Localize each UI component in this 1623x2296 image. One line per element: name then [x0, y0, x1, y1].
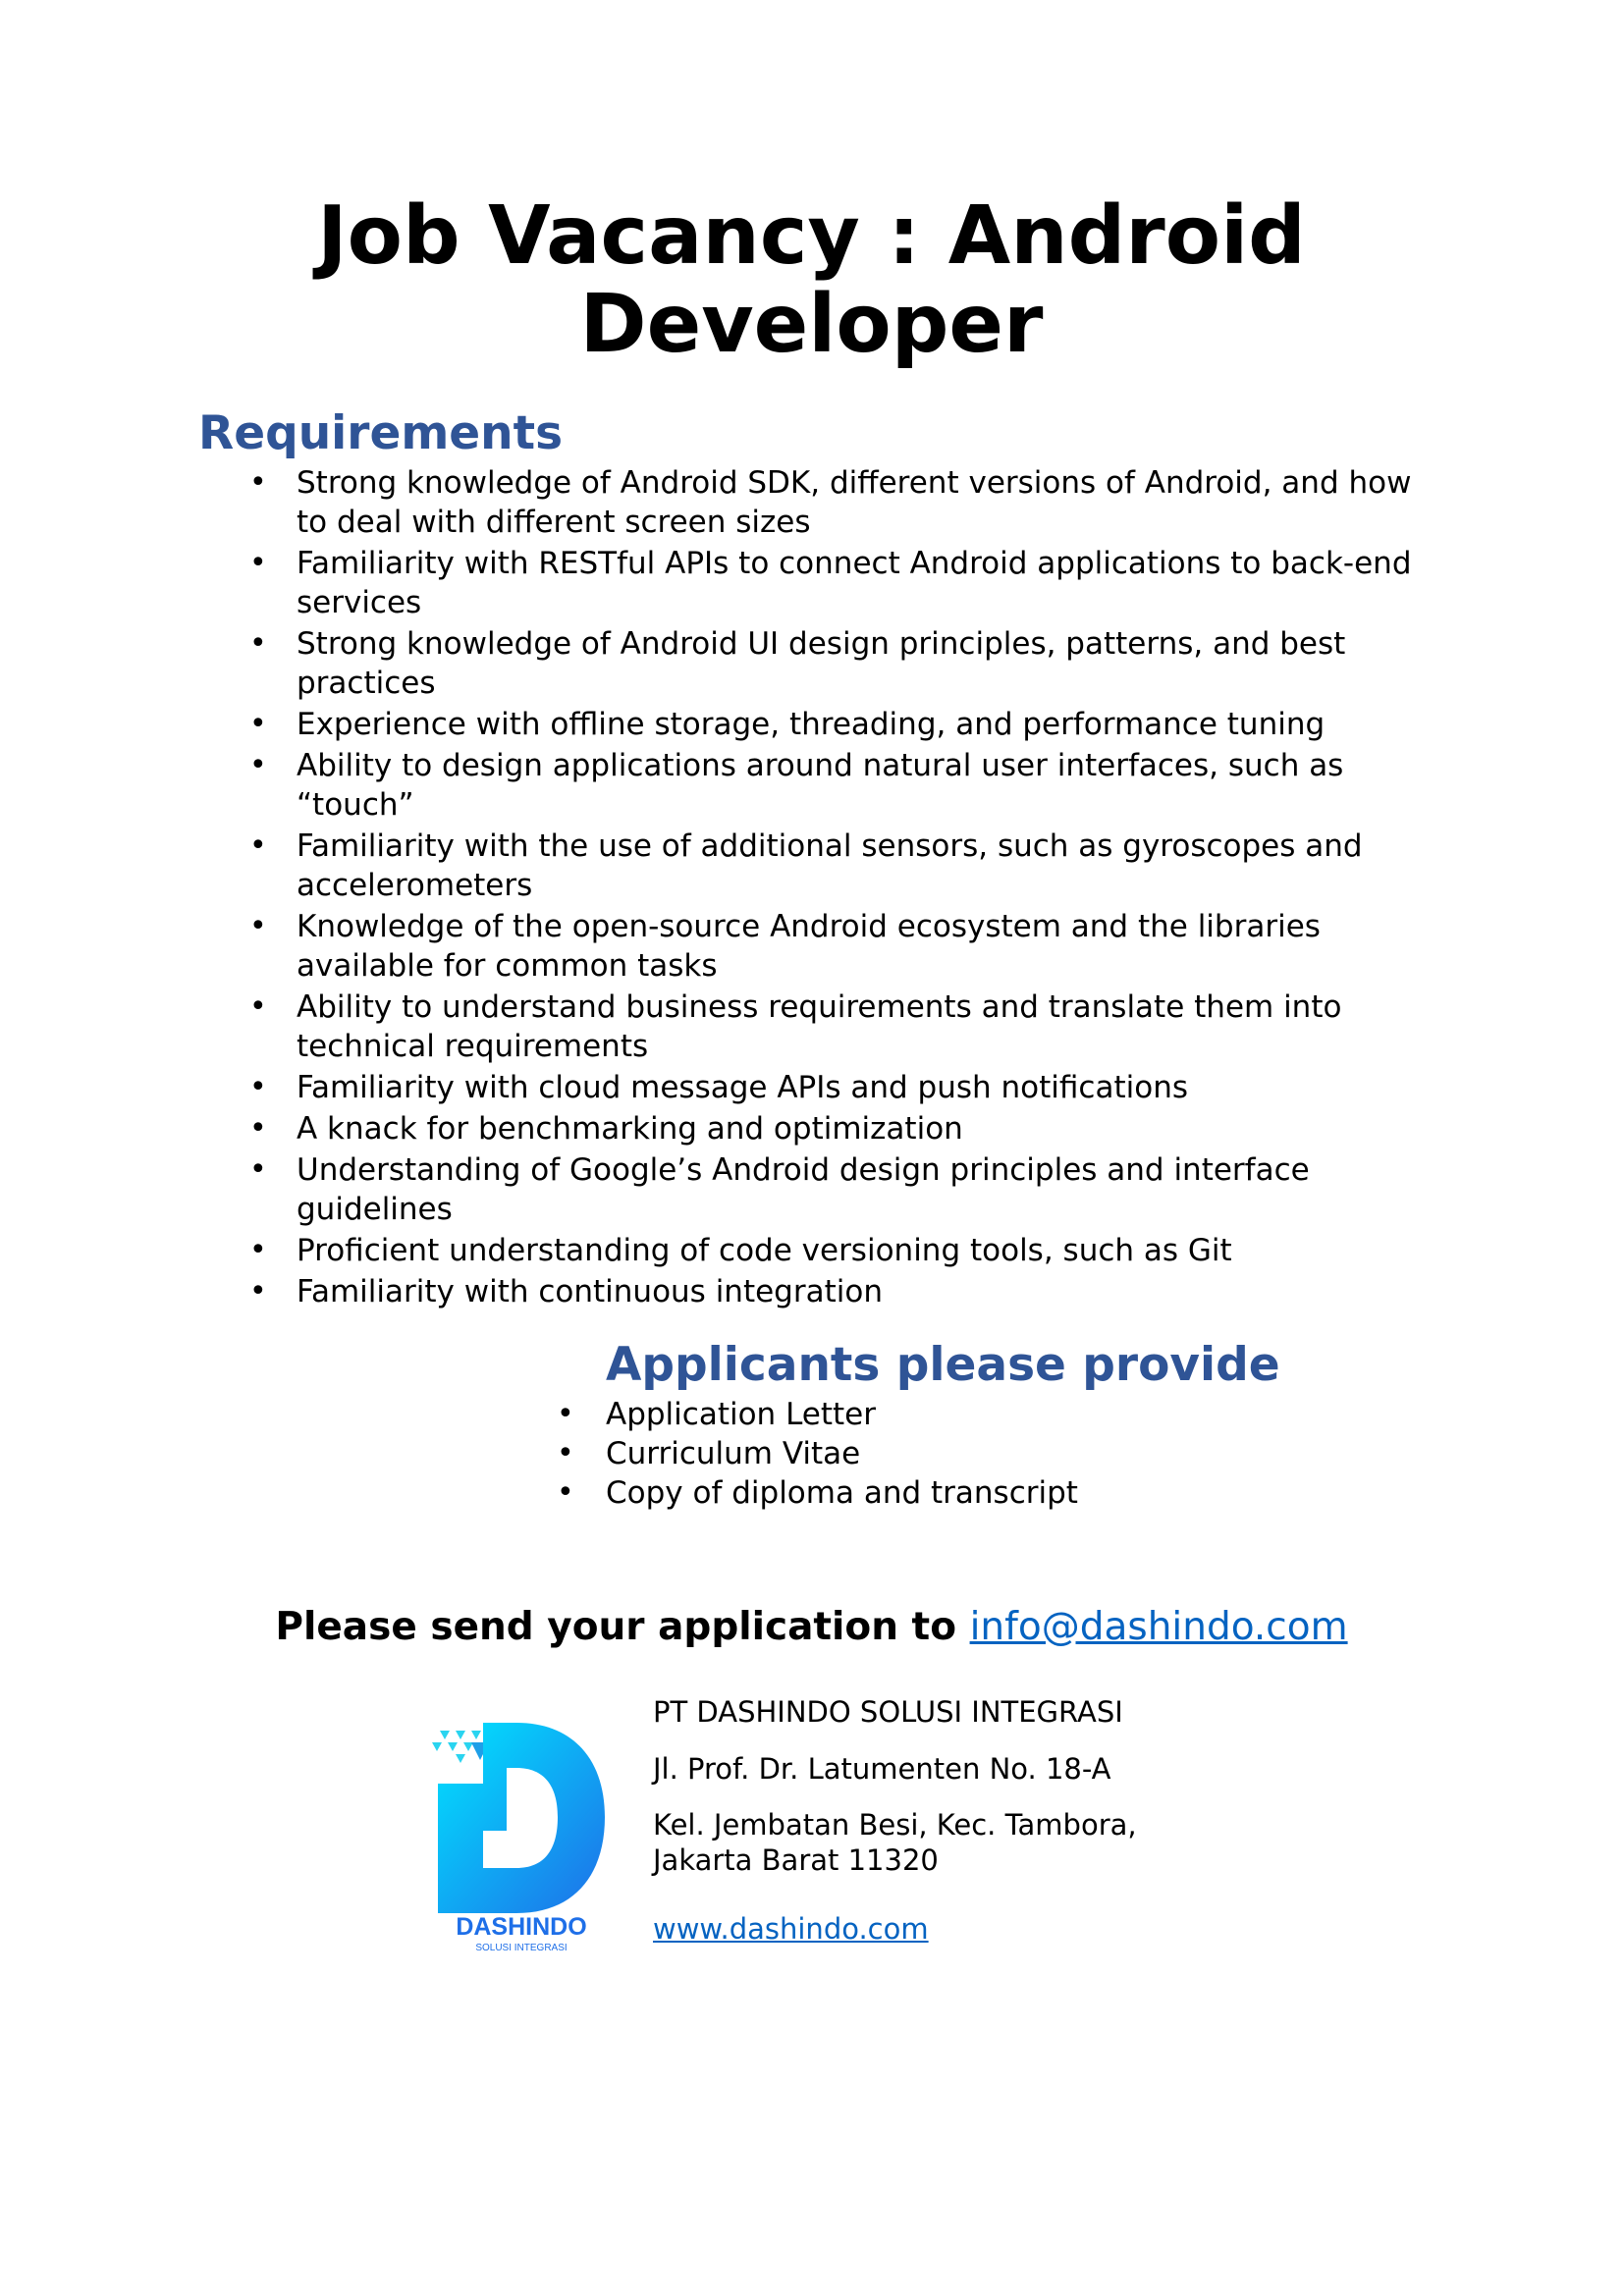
title-line-1: Job Vacancy : Android [317, 189, 1306, 283]
list-item: • Experience with offline storage, threading, and performance tuning [249, 707, 1325, 742]
list-item: • Proficient understanding of code versioning tools, such as Git [249, 1233, 1232, 1268]
logo-tagline: SOLUSI INTEGRASI [475, 1943, 568, 1953]
company-area: Kel. Jembatan Besi, Kec. Tambora, [653, 1808, 1137, 1842]
list-item: • Ability to design applications around natural user interfaces, such as “touch” [249, 748, 1344, 823]
send-text: Please send your application to [275, 1605, 970, 1649]
bullet-icon: • [557, 1475, 574, 1510]
list-item: • Strong knowledge of Android SDK, different versions of Android, and how to deal with different screen sizes [249, 465, 1412, 540]
bullet-icon: • [249, 546, 267, 580]
website-link[interactable]: www.dashindo.com [653, 1912, 929, 1946]
list-item: • Strong knowledge of Android UI design principles, patterns, and best practices [249, 626, 1346, 701]
logo-brand: DASHINDO [456, 1913, 587, 1941]
provide-list [557, 1395, 1078, 1513]
company-city: Jakarta Barat 11320 [653, 1843, 939, 1877]
email-link[interactable]: info@dashindo.com [969, 1605, 1348, 1649]
list-item: • Application Letter [557, 1397, 876, 1432]
bullet-icon: • [557, 1397, 574, 1431]
bullet-icon: • [249, 828, 267, 863]
list-item: • Familiarity with continuous integration [249, 1274, 883, 1309]
bullet-icon: • [249, 707, 267, 741]
pixel-triangles-icon [432, 1731, 489, 1763]
bullet-icon: • [249, 1233, 267, 1267]
list-item: • Curriculum Vitae [557, 1436, 861, 1471]
bullet-icon: • [249, 626, 267, 661]
list-item: • Knowledge of the open-source Android ecosystem and the libraries available for common tasks [249, 909, 1321, 984]
title-line-2: Developer [579, 278, 1044, 371]
bullet-icon: • [249, 1274, 267, 1308]
company-street: Jl. Prof. Dr. Latumenten No. 18-A [653, 1752, 1111, 1786]
company-name: PT DASHINDO SOLUSI INTEGRASI [653, 1695, 1123, 1729]
requirements-list [249, 463, 1426, 1313]
list-item: • Understanding of Google’s Android design principles and interface guidelines [249, 1152, 1310, 1227]
list-item: • A knack for benchmarking and optimization [249, 1111, 963, 1147]
page-title [0, 189, 1623, 371]
provide-heading: Applicants please provide [606, 1338, 1280, 1392]
dashindo-logo [426, 1713, 617, 1960]
bullet-icon: • [249, 1070, 267, 1104]
bullet-icon: • [249, 465, 267, 500]
bullet-icon: • [249, 1152, 267, 1187]
send-application-line [0, 1603, 1623, 1652]
list-item: • Familiarity with RESTful APIs to connect Android applications to back-end services [249, 546, 1412, 620]
bullet-icon: • [249, 748, 267, 782]
bullet-icon: • [249, 1111, 267, 1146]
bullet-icon: • [249, 989, 267, 1024]
bullet-icon: • [557, 1436, 574, 1470]
list-item: • Copy of diploma and transcript [557, 1475, 1078, 1511]
list-item: • Familiarity with cloud message APIs and push notifications [249, 1070, 1189, 1105]
list-item: • Familiarity with the use of additional sensors, such as gyroscopes and accelerometers [249, 828, 1363, 903]
bullet-icon: • [249, 909, 267, 943]
list-item: • Ability to understand business requirements and translate them into technical requirements [249, 989, 1342, 1064]
letter-d-icon [438, 1723, 605, 1913]
requirements-heading: Requirements [198, 406, 564, 460]
